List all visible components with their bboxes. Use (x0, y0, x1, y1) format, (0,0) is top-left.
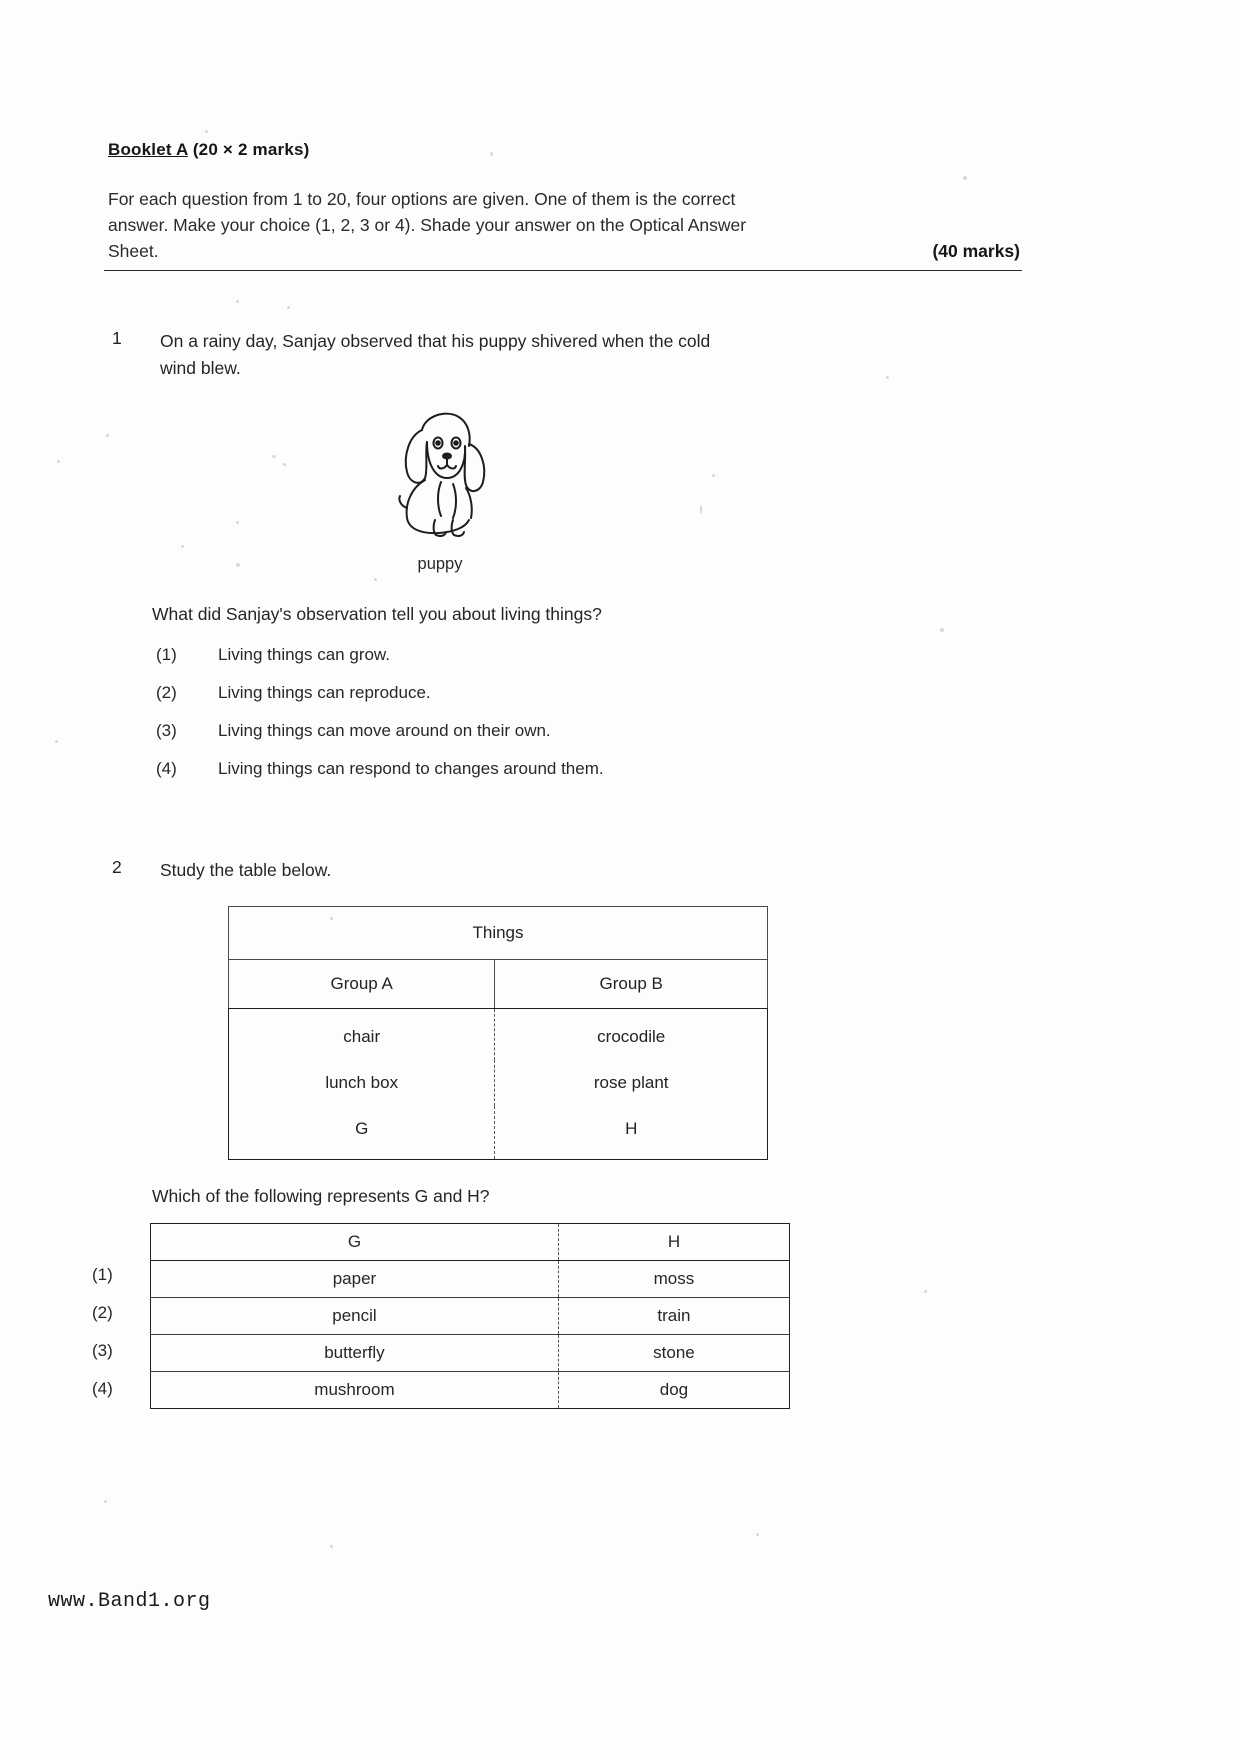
question-1-number: 1 (112, 328, 122, 348)
question-1 (108, 328, 1008, 779)
gh-row-2-g: pencil (151, 1298, 559, 1335)
question-1-stem (160, 328, 1008, 382)
things-cell-b-3: H (625, 1119, 638, 1138)
question-2-ask: Which of the following represents G and H? (152, 1186, 490, 1206)
scan-speck (57, 460, 60, 463)
gh-row-4-g: mushroom (151, 1372, 559, 1409)
question-1-figure (160, 396, 720, 574)
booklet-heading (108, 140, 1008, 160)
gh-key-3: (3) (92, 1341, 113, 1360)
scan-speck (756, 1533, 759, 1536)
option-4[interactable] (156, 759, 1008, 779)
gh-header-h: H (558, 1224, 789, 1261)
things-table-row (229, 1009, 768, 1061)
total-marks: (40 marks) (932, 241, 1020, 261)
option-4-key: (4) (156, 759, 177, 778)
question-1-stem-line-2: wind blew. (160, 358, 241, 378)
gh-row-1-g: paper (151, 1261, 559, 1298)
gh-header-row (151, 1224, 790, 1261)
source-url: www.Band1.org (48, 1590, 211, 1613)
question-2-stem-line-1: Study the table below. (160, 860, 332, 880)
instructions-line-2: answer. Make your choice (1, 2, 3 or 4). Shade your answer on the Optical Answer (108, 215, 747, 235)
gh-header-g: G (151, 1224, 559, 1261)
puppy-caption: puppy (417, 555, 463, 573)
gh-row-3-g: butterfly (151, 1335, 559, 1372)
things-table-title-row (229, 907, 768, 960)
option-3-key: (3) (156, 721, 177, 740)
things-table (228, 906, 768, 1160)
booklet-heading-label: Booklet A (108, 140, 188, 159)
option-1-text: Living things can grow. (218, 645, 390, 664)
question-1-ask: What did Sanjay's observation tell you about living things? (152, 604, 602, 624)
gh-row-4[interactable] (151, 1372, 790, 1409)
things-cell-a-2: lunch box (229, 1060, 495, 1106)
scan-speck (104, 1500, 107, 1503)
booklet-heading-marks: (20 × 2 marks) (187, 140, 310, 159)
instructions-block (108, 186, 1020, 264)
option-2-text: Living things can reproduce. (218, 683, 431, 702)
things-cell-b-1: crocodile (597, 1027, 666, 1046)
instructions-line-1: For each question from 1 to 20, four options are given. One of them is the correct (108, 189, 736, 209)
things-table-group-a: Group A (229, 960, 495, 1009)
question-2-number: 2 (112, 857, 122, 877)
gh-row-3-h: stone (558, 1335, 789, 1372)
gh-options-table (150, 1223, 790, 1409)
option-3-text: Living things can move around on their own. (218, 721, 551, 740)
gh-row-1-h: moss (558, 1261, 789, 1298)
question-2 (92, 857, 1008, 1409)
gh-row-3[interactable] (151, 1335, 790, 1372)
things-table-row (229, 1106, 768, 1160)
things-cell-a-3: G (229, 1106, 495, 1160)
option-4-text: Living things can respond to changes around them. (218, 759, 604, 778)
option-1-key: (1) (156, 645, 177, 664)
scan-speck (330, 1545, 333, 1548)
things-table-group-b: Group B (495, 960, 768, 1009)
question-1-options (156, 645, 1008, 779)
things-cell-a-1: chair (229, 1009, 495, 1061)
scan-speck (55, 740, 58, 743)
puppy-icon (365, 396, 515, 551)
things-table-title: Things (229, 907, 768, 960)
gh-table-wrapper (92, 1223, 790, 1409)
things-cell-b-2: rose plant (593, 1073, 669, 1092)
instructions-divider (104, 270, 1022, 271)
gh-row-1[interactable] (151, 1261, 790, 1298)
option-2-key: (2) (156, 683, 177, 702)
exam-content (92, 140, 1020, 1409)
option-3[interactable] (156, 721, 1008, 741)
instructions-line-3: Sheet. (108, 241, 159, 261)
gh-row-2[interactable] (151, 1298, 790, 1335)
gh-key-1: (1) (92, 1265, 113, 1284)
gh-key-2: (2) (92, 1303, 113, 1322)
scan-speck (205, 130, 208, 133)
gh-row-2-h: train (558, 1298, 789, 1335)
option-2[interactable] (156, 683, 1008, 703)
gh-key-4: (4) (92, 1379, 113, 1398)
things-table-group-row (229, 960, 768, 1009)
question-2-stem (160, 857, 1008, 884)
gh-row-4-h: dog (659, 1380, 689, 1399)
option-1[interactable] (156, 645, 1008, 665)
question-1-stem-line-1: On a rainy day, Sanjay observed that his puppy shivered when the cold (160, 331, 711, 351)
things-table-row (229, 1060, 768, 1106)
